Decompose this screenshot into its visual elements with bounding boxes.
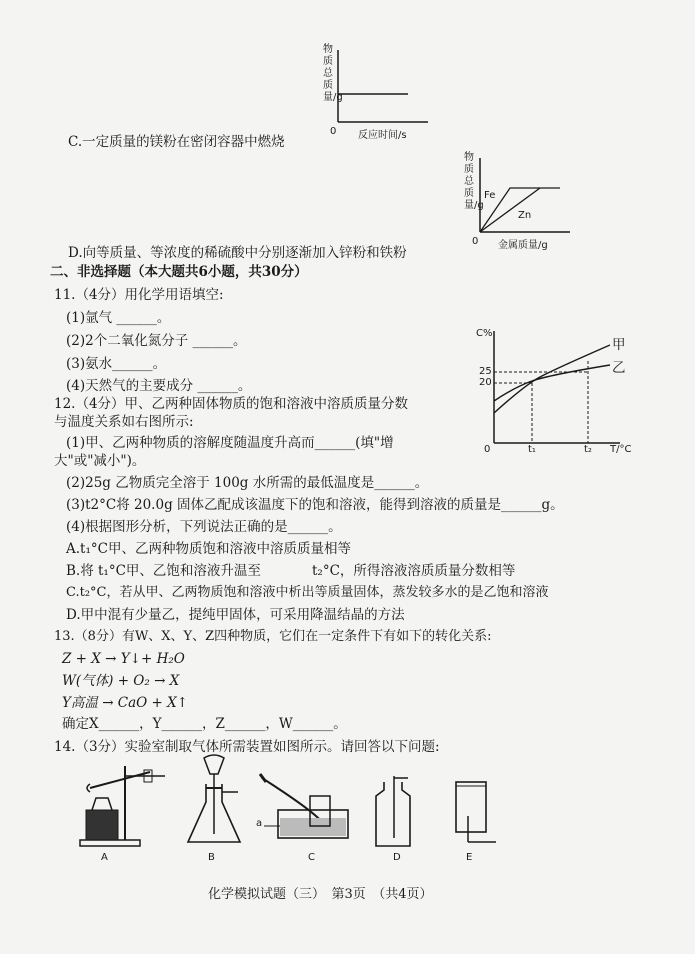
apparatus-c <box>252 770 362 850</box>
q12-option-b-part2: t₂°C，所得溶液溶质质量分数相等 <box>312 563 516 579</box>
q12-p3: (3)t2°C将 20.0g 固体乙配成该温度下的饱和溶液，能得到溶液的质量是______g。 <box>66 497 564 513</box>
q12-option-d: D.甲中混有少量乙，提纯甲固体，可采用降温结晶的方法 <box>66 607 405 623</box>
apparatus-b <box>182 754 252 854</box>
graph-c-ylabel: 物质总质量/g <box>323 44 343 103</box>
graph-d-origin: 0 <box>472 236 479 247</box>
chart12-origin: 0 <box>484 444 491 455</box>
q11-item-3: (3)氨水______。 <box>66 356 167 372</box>
q13-reaction-1: Z + X → Y↓+ H₂O <box>62 651 185 667</box>
q11-stem: 11.（4分）用化学用语填空: <box>54 287 224 303</box>
apparatus-label-c: C <box>308 852 315 863</box>
apparatus-d <box>370 776 420 856</box>
chart12-series-jia: 甲 <box>612 337 626 353</box>
option-d: D.向等质量、等浓度的稀硫酸中分别逐渐加入锌粉和铁粉 <box>68 245 407 261</box>
q13-reaction-2: W(气体) + O₂ → X <box>62 673 180 689</box>
q11-item-1: (1)氩气 ______。 <box>66 310 171 326</box>
q13-answer-line: 确定X______，Y______，Z______，W______。 <box>62 716 347 732</box>
q12-option-a: A.t₁°C甲、乙两种物质饱和溶液中溶质质量相等 <box>66 541 351 557</box>
q13-reaction-3: Y高温 → CaO + X↑ <box>62 695 189 711</box>
chart12-xlabel: T/°C <box>610 444 632 455</box>
graph-c-origin: 0 <box>330 126 337 137</box>
chart12-t1: t₁ <box>528 444 536 455</box>
page-footer: 化学模拟试题（三） 第3页 （共4页） <box>208 887 433 902</box>
chart12-t2: t₂ <box>584 444 592 455</box>
q12-p1b: 大"或"减小")。 <box>54 453 146 469</box>
curve-jia <box>494 345 610 413</box>
apparatus-label-a: A <box>101 852 108 863</box>
chart12-y20: 20 <box>479 377 492 388</box>
graph-c-xlabel: 反应时间/s <box>358 130 407 141</box>
q12-p4: (4)根据图形分析，下列说法正确的是______。 <box>66 519 342 535</box>
q12-option-b-part1: B.将 t₁°C甲、乙饱和溶液升温至 <box>66 563 261 579</box>
q14-stem: 14.（3分）实验室制取气体所需装置如图所示。请回答以下问题: <box>54 739 440 755</box>
graph-d-ylabel: 物质总质量/g <box>464 152 484 211</box>
chart12-y25: 25 <box>479 366 492 377</box>
q13-stem: 13.（8分）有W、X、Y、Z四种物质，它们在一定条件下有如下的转化关系: <box>54 629 492 644</box>
q12-p1a: (1)甲、乙两种物质的溶解度随温度升高而______(填"增 <box>66 435 394 451</box>
chart12-ylabel: C% <box>476 328 493 339</box>
q12-p2: (2)25g 乙物质完全溶于 100g 水所需的最低温度是______。 <box>66 475 429 491</box>
chart12-series-yi: 乙 <box>612 360 626 376</box>
apparatus-label-b: B <box>208 852 215 863</box>
apparatus-e <box>448 776 508 856</box>
apparatus-label-a-pointer: a <box>256 818 263 829</box>
q12-stem-1: 12.（4分）甲、乙两种固体物质的饱和溶液中溶质质量分数 <box>54 396 409 412</box>
q12-option-c: C.t₂°C，若从甲、乙两物质饱和溶液中析出等质量固体，蒸发较多水的是乙饱和溶液 <box>66 585 549 600</box>
graph-d-label-zn: Zn <box>518 210 532 221</box>
apparatus-label-d: D <box>393 852 401 863</box>
q11-item-4: (4)天然气的主要成分 ______。 <box>66 378 252 394</box>
apparatus-a <box>70 758 180 858</box>
graph-d-xlabel: 金属质量/g <box>498 240 548 251</box>
q11-item-2: (2)2个二氧化氮分子 ______。 <box>66 333 247 349</box>
option-c: C.一定质量的镁粉在密闭容器中燃烧 <box>68 134 285 150</box>
apparatus-label-e: E <box>466 852 473 863</box>
section-2-heading: 二、非选择题（本大题共6小题，共30分） <box>50 264 308 280</box>
graph-d-label-fe: Fe <box>484 190 496 201</box>
q12-stem-2: 与温度关系如右图所示: <box>54 414 194 430</box>
